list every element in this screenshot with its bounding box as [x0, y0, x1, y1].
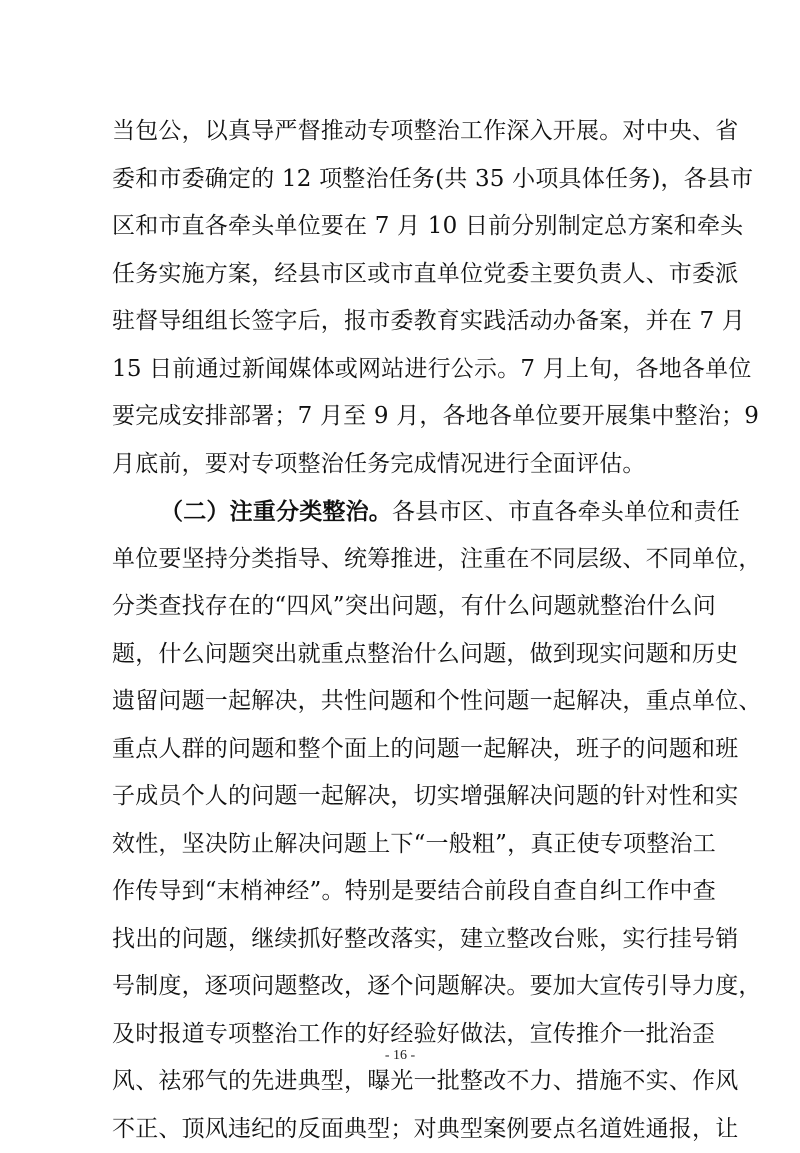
body-text — [112, 108, 692, 1153]
paragraph-2-line: 号制度，逐项问题整改，逐个问题解决。要加大宣传引导力度， — [112, 963, 692, 1011]
paragraph-2-line: 分类查找存在的“四风”突出问题，有什么问题就整治什么问 — [112, 583, 692, 631]
paragraph-2-first-line-text: 各县市区、市直各牵头单位和责任 — [392, 499, 740, 525]
paragraph-2-line: 遗留问题一起解决，共性问题和个性问题一起解决，重点单位、 — [112, 678, 692, 726]
paragraph-2-line: 风、祛邪气的先进典型，曝光一批整改不力、措施不实、作风 — [112, 1058, 692, 1106]
paragraph-2-first-line — [112, 488, 692, 536]
paragraph-1-line: 驻督导组组长签字后，报市委教育实践活动办备案，并在 7 月 — [112, 298, 692, 346]
paragraph-1-line: 月底前，要对专项整治任务完成情况进行全面评估。 — [112, 441, 692, 489]
paragraph-2-line: 效性，坚决防止解决问题上下“一般粗”，真正使专项整治工 — [112, 821, 692, 869]
paragraph-2-line: 找出的问题，继续抓好整改落实，建立整改台账，实行挂号销 — [112, 916, 692, 964]
paragraph-2-line: 作传导到“末梢神经”。特别是要结合前段自查自纠工作中查 — [112, 868, 692, 916]
section-heading: （二）注重分类整治。 — [160, 498, 392, 525]
paragraph-2-line: 及时报道专项整治工作的好经验好做法，宣传推介一批治歪 — [112, 1011, 692, 1059]
paragraph-1-line: 委和市委确定的 12 项整治任务(共 35 小项具体任务)，各县市 — [112, 156, 692, 204]
paragraph-2-line: 重点人群的问题和整个面上的问题一起解决，班子的问题和班 — [112, 726, 692, 774]
paragraph-2-line: 子成员个人的问题一起解决，切实增强解决问题的针对性和实 — [112, 773, 692, 821]
paragraph-1-line: 任务实施方案，经县市区或市直单位党委主要负责人、市委派 — [112, 251, 692, 299]
paragraph-2-line: 不正、顶风违纪的反面典型；对典型案例要点名道姓通报，让 — [112, 1106, 692, 1153]
paragraph-2-line: 单位要坚持分类指导、统筹推进，注重在不同层级、不同单位， — [112, 536, 692, 584]
paragraph-1-line: 区和市直各牵头单位要在 7 月 10 日前分别制定总方案和牵头 — [112, 203, 692, 251]
page-number: - 16 - — [0, 1048, 800, 1064]
paragraph-1-line: 当包公，以真导严督推动专项整治工作深入开展。对中央、省 — [112, 108, 692, 156]
paragraph-2-line: 题，什么问题突出就重点整治什么问题，做到现实问题和历史 — [112, 631, 692, 679]
paragraph-1-line: 要完成安排部署；7 月至 9 月，各地各单位要开展集中整治；9 — [112, 393, 692, 441]
paragraph-1-line: 15 日前通过新闻媒体或网站进行公示。7 月上旬，各地各单位 — [112, 346, 692, 394]
